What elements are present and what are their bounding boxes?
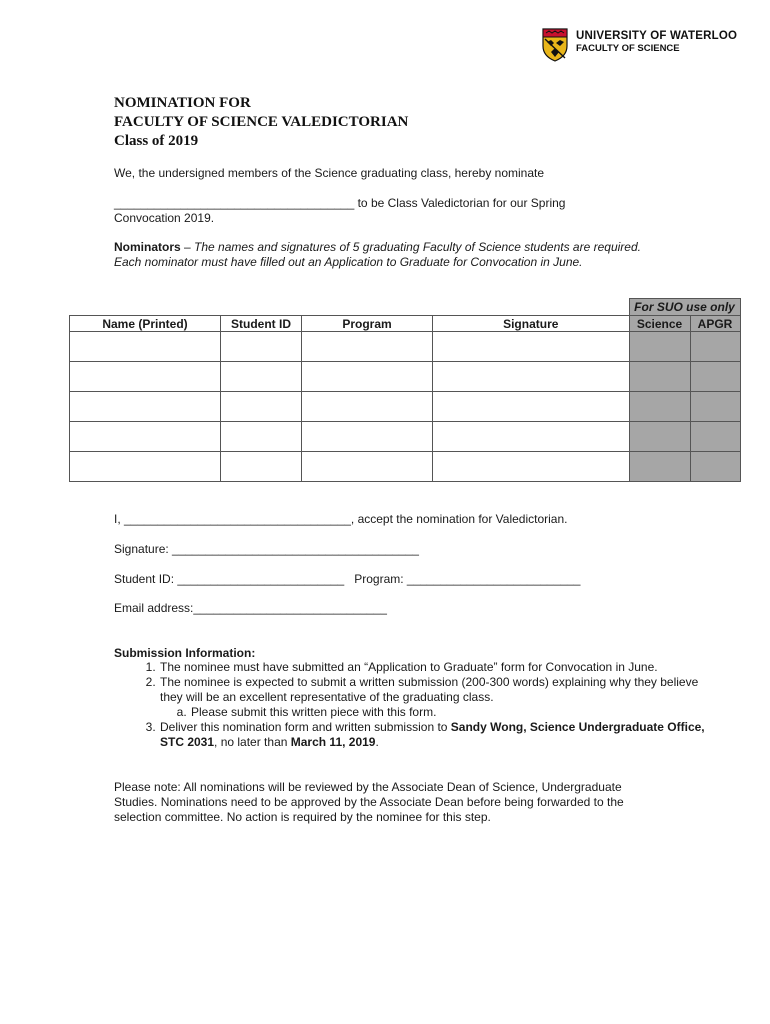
- cell-name[interactable]: [70, 332, 221, 362]
- logo-university-name: UNIVERSITY OF WATERLOO: [576, 30, 738, 42]
- title-line-2: FACULTY OF SCIENCE VALEDICTORIAN: [114, 114, 409, 130]
- program-field[interactable]: Program: __________________________: [354, 572, 581, 586]
- submission-item-1: The nominee must have submitted an “Application to Graduate” form for Convocation in June.: [160, 660, 658, 674]
- logo-faculty-name: FACULTY OF SCIENCE: [576, 43, 680, 54]
- signature-field[interactable]: Signature: _____________________________________: [114, 542, 419, 556]
- table-suo-header-row: [70, 299, 741, 316]
- cell-program[interactable]: [302, 392, 433, 422]
- submission-item-3-pre: Deliver this nomination form and written submission to: [160, 720, 451, 734]
- submission-item-3-end: .: [375, 735, 379, 749]
- acceptance-line[interactable]: I, __________________________________, accept the nomination for Valedictorian.: [114, 512, 568, 526]
- table-row: [70, 392, 741, 422]
- cell-science: [629, 452, 690, 482]
- suo-use-only-header: For SUO use only: [629, 299, 740, 316]
- list-item: [159, 675, 719, 720]
- cell-science: [629, 392, 690, 422]
- nominee-name-field[interactable]: ____________________________________: [114, 196, 355, 210]
- col-science: Science: [629, 316, 690, 332]
- nominee-text-1: to be Class Valedictorian for our Spring: [354, 196, 566, 210]
- university-logo: [542, 28, 737, 62]
- nominators-table: [69, 298, 741, 482]
- cell-student-id[interactable]: [221, 452, 302, 482]
- table-row: [70, 452, 741, 482]
- cell-signature[interactable]: [433, 452, 630, 482]
- cell-signature[interactable]: [433, 422, 630, 452]
- list-item: [159, 660, 719, 675]
- student-id-program-line: [114, 572, 644, 587]
- cell-name[interactable]: [70, 452, 221, 482]
- cell-signature[interactable]: [433, 332, 630, 362]
- university-crest-icon: [542, 28, 568, 62]
- nominators-label: Nominators: [114, 240, 181, 254]
- col-apgr: APGR: [690, 316, 740, 332]
- col-name-printed: Name (Printed): [70, 316, 221, 332]
- col-signature: Signature: [433, 316, 630, 332]
- cell-program[interactable]: [302, 362, 433, 392]
- nominee-line: [114, 196, 644, 226]
- cell-program[interactable]: [302, 452, 433, 482]
- nominee-text-2: Convocation 2019.: [114, 211, 215, 225]
- table-header-row: [70, 316, 741, 332]
- cell-name[interactable]: [70, 422, 221, 452]
- document-title: [114, 94, 408, 151]
- cell-apgr: [690, 332, 740, 362]
- list-item: [190, 705, 719, 720]
- cell-apgr: [690, 392, 740, 422]
- nominators-paragraph: [114, 240, 644, 270]
- cell-science: [629, 422, 690, 452]
- cell-student-id[interactable]: [221, 392, 302, 422]
- cell-name[interactable]: [70, 362, 221, 392]
- please-note-paragraph: Please note: All nominations will be reviewed by the Associate Dean of Science, Undergraduate Studies. Nominations need to be approved by the Associate Dean before being forwarded to the selection committee. No action is required by the nominee for this step.: [114, 780, 624, 824]
- title-line-3: Class of 2019: [114, 133, 199, 149]
- submission-item-3-mid: , no later than: [214, 735, 291, 749]
- submission-sublist: [160, 705, 719, 720]
- intro-text: We, the undersigned members of the Science graduating class, hereby nominate: [114, 166, 545, 180]
- cell-apgr: [690, 452, 740, 482]
- col-student-id: Student ID: [221, 316, 302, 332]
- table-row: [70, 362, 741, 392]
- submission-list: [114, 660, 719, 750]
- cell-apgr: [690, 362, 740, 392]
- cell-program[interactable]: [302, 332, 433, 362]
- student-id-field[interactable]: Student ID: _________________________: [114, 572, 345, 586]
- cell-signature[interactable]: [433, 392, 630, 422]
- submission-item-2: The nominee is expected to submit a written submission (200-300 words) explaining why they believe they will be an excellent representative of the graduating class.: [160, 675, 699, 704]
- cell-student-id[interactable]: [221, 332, 302, 362]
- email-field[interactable]: Email address:_____________________________: [114, 601, 387, 615]
- nominators-text: The names and signatures of 5 graduating Faculty of Science students are required. Each nominator must have filled out an Application to Graduate for Convocation in June.: [114, 240, 641, 269]
- submission-deadline: March 11, 2019: [290, 735, 376, 749]
- cell-science: [629, 332, 690, 362]
- table-row: [70, 332, 741, 362]
- title-line-1: NOMINATION FOR: [114, 95, 251, 111]
- table-row: [70, 422, 741, 452]
- cell-science: [629, 362, 690, 392]
- list-item: [159, 720, 719, 750]
- cell-program[interactable]: [302, 422, 433, 452]
- submission-item-3-office: Sandy Wong, Science Undergraduate Office, STC 2031: [160, 720, 705, 749]
- submission-item-2a: Please submit this written piece with this form.: [191, 705, 437, 719]
- cell-signature[interactable]: [433, 362, 630, 392]
- col-program: Program: [302, 316, 433, 332]
- cell-name[interactable]: [70, 392, 221, 422]
- submission-heading: Submission Information:: [114, 646, 256, 660]
- cell-student-id[interactable]: [221, 422, 302, 452]
- cell-student-id[interactable]: [221, 362, 302, 392]
- nominators-dash: –: [180, 240, 195, 254]
- cell-apgr: [690, 422, 740, 452]
